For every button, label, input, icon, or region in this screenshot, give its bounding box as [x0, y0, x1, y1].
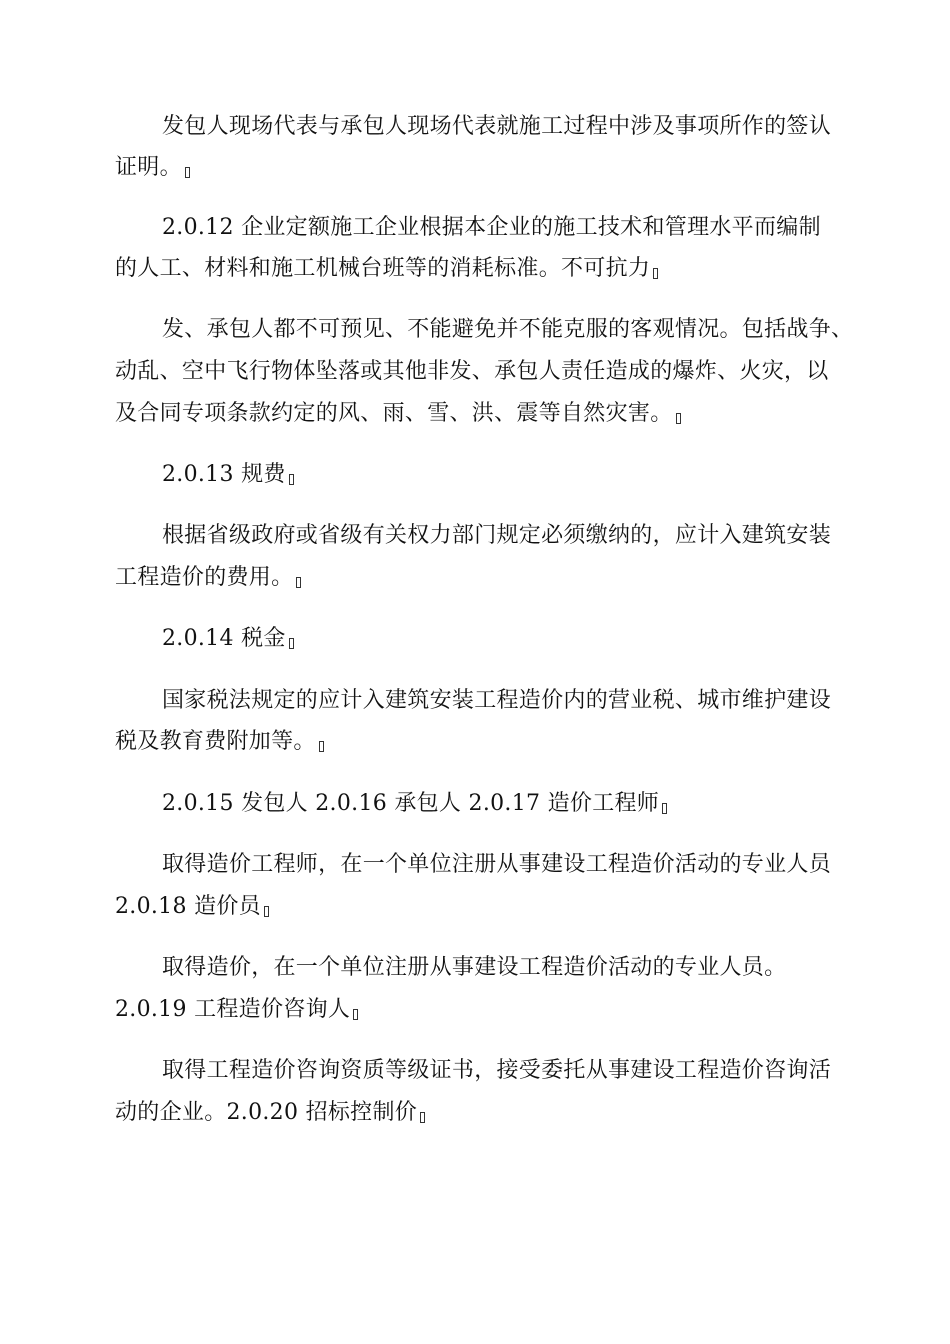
line-text: 2.0.13 规费	[162, 462, 286, 487]
line-text: 工程造价的费用。	[115, 565, 294, 590]
paragraph-mark-icon	[353, 1009, 358, 1020]
paragraph-line	[162, 686, 831, 716]
paragraph-mark-icon	[653, 268, 658, 279]
line-text: 取得工程造价咨询资质等级证书，接受委托从事建设工程造价咨询活	[162, 1058, 832, 1083]
section-heading	[162, 789, 667, 819]
paragraph-line	[162, 953, 786, 983]
paragraph-line	[162, 1056, 831, 1086]
line-text: 国家税法规定的应计入建筑安装工程造价内的营业税、城市维护建设	[162, 688, 832, 713]
paragraph-mark-icon	[185, 167, 190, 178]
paragraph-line	[115, 153, 190, 183]
line-text: 及合同专项条款约定的风、雨、雪、洪、震等自然灾害。	[115, 401, 673, 426]
line-text: 动的企业。2.0.20 招标控制价	[115, 1100, 418, 1125]
line-text: 证明。	[115, 155, 182, 180]
paragraph-line	[162, 521, 831, 551]
line-text: 2.0.19 工程造价咨询人	[115, 997, 351, 1022]
paragraph-line	[115, 995, 358, 1025]
paragraph-line	[162, 213, 821, 243]
paragraph-line	[115, 254, 658, 284]
section-heading	[162, 624, 294, 654]
line-text: 根据省级政府或省级有关权力部门规定必须缴纳的，应计入建筑安装	[162, 523, 832, 548]
paragraph-line	[115, 399, 681, 429]
line-text: 2.0.15 发包人 2.0.16 承包人 2.0.17 造价工程师	[162, 791, 660, 816]
paragraph-line	[115, 1098, 425, 1128]
paragraph-mark-icon	[296, 577, 301, 588]
paragraph-line	[162, 112, 831, 142]
line-text: 2.0.12 企业定额施工企业根据本企业的施工技术和管理水平而编制	[162, 215, 821, 240]
line-text: 2.0.14 税金	[162, 626, 286, 651]
paragraph-mark-icon	[264, 906, 269, 917]
line-text: 动乱、空中飞行物体坠落或其他非发、承包人责任造成的爆炸、火灾，以	[115, 359, 829, 384]
line-text: 取得造价工程师，在一个单位注册从事建设工程造价活动的专业人员	[162, 852, 832, 877]
paragraph-line	[115, 892, 269, 922]
line-text: 税及教育费附加等。	[115, 729, 316, 754]
paragraph-line	[162, 315, 853, 345]
section-heading	[162, 460, 294, 490]
paragraph-line	[115, 727, 324, 757]
paragraph-mark-icon	[289, 638, 294, 649]
line-text: 发、承包人都不可预见、不能避免并不能克服的客观情况。包括战争、	[162, 317, 854, 342]
line-text: 发包人现场代表与承包人现场代表就施工过程中涉及事项所作的签认	[162, 114, 832, 139]
line-text: 2.0.18 造价员	[115, 894, 261, 919]
paragraph-line	[115, 563, 301, 593]
line-text: 取得造价，在一个单位注册从事建设工程造价活动的专业人员。	[162, 955, 787, 980]
paragraph-line	[115, 357, 829, 387]
paragraph-mark-icon	[420, 1112, 425, 1123]
paragraph-mark-icon	[319, 741, 324, 752]
paragraph-mark-icon	[662, 803, 667, 814]
paragraph-line	[162, 850, 831, 880]
paragraph-mark-icon	[676, 413, 681, 424]
paragraph-mark-icon	[289, 474, 294, 485]
line-text: 的人工、材料和施工机械台班等的消耗标准。不可抗力	[115, 256, 651, 281]
